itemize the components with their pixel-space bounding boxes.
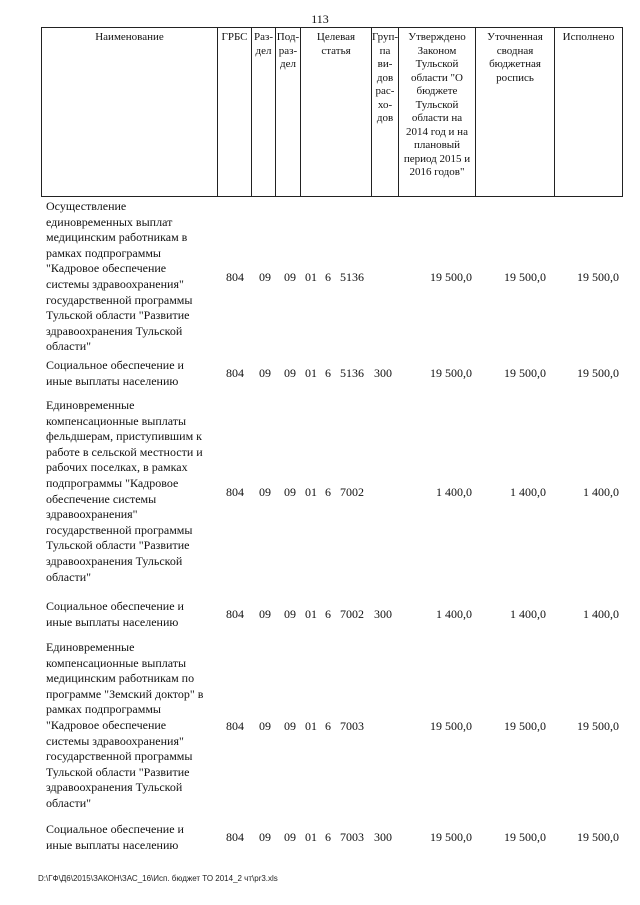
- row-name: Осуществление единовременных выплат медицинским работникам в рамках подпрограммы "Кадровое обеспечение системы здравоохранения" государственной программы Тульской области "Развитие здравоохранения Тульской области": [46, 199, 193, 354]
- row-t3: 5136: [340, 366, 364, 380]
- row-podrazdel: 09: [284, 366, 296, 380]
- row-razdel: 09: [259, 719, 271, 733]
- row-grbs: 804: [226, 270, 244, 284]
- row-t3: 7003: [340, 830, 364, 844]
- row-razdel: 09: [259, 366, 271, 380]
- header-group: Груп- па ви- дов рас- хо- дов: [371, 28, 398, 196]
- header-approved: Утверждено Законом Тульской области "О бюджете Тульской области на 2014 год и на плановый период 2015 и 2016 годов": [398, 28, 475, 196]
- row-name: Единовременные компенсационные выплаты фельдшерам, приступившим к работе в сельской местности и рабочих поселках, в рамках подпрограммы "Кадровое обеспечение системы здравоохранения" государственной программы Тульской области "Развитие здравоохранения Тульской области": [46, 398, 203, 584]
- row-razdel: 09: [259, 607, 271, 621]
- table-header: [41, 27, 623, 197]
- row-razdel: 09: [259, 830, 271, 844]
- row-executed: 19 500,0: [577, 366, 619, 380]
- row-t3: 7002: [340, 607, 364, 621]
- page-number: 113: [311, 12, 329, 26]
- row-approved: 1 400,0: [436, 607, 472, 621]
- row-name: Социальное обеспечение и иные выплаты населению: [46, 822, 184, 852]
- row-t2: 6: [325, 485, 331, 499]
- row-t2: 6: [325, 366, 331, 380]
- row-group: 300: [374, 366, 392, 380]
- row-approved: 19 500,0: [430, 719, 472, 733]
- row-t1: 01: [305, 830, 317, 844]
- row-podrazdel: 09: [284, 485, 296, 499]
- row-refined: 1 400,0: [510, 607, 546, 621]
- row-grbs: 804: [226, 830, 244, 844]
- row-refined: 19 500,0: [504, 270, 546, 284]
- row-group: 300: [374, 830, 392, 844]
- row-executed: 19 500,0: [577, 830, 619, 844]
- row-t3: 5136: [340, 270, 364, 284]
- row-t1: 01: [305, 607, 317, 621]
- row-t2: 6: [325, 607, 331, 621]
- header-podrazdel: Под- раз- дел: [275, 28, 300, 196]
- row-razdel: 09: [259, 270, 271, 284]
- row-name: Социальное обеспечение и иные выплаты населению: [46, 599, 184, 629]
- row-executed: 19 500,0: [577, 719, 619, 733]
- row-name: Социальное обеспечение и иные выплаты населению: [46, 358, 184, 388]
- row-t2: 6: [325, 719, 331, 733]
- row-refined: 19 500,0: [504, 719, 546, 733]
- row-group: 300: [374, 607, 392, 621]
- row-approved: 1 400,0: [436, 485, 472, 499]
- row-podrazdel: 09: [284, 607, 296, 621]
- row-grbs: 804: [226, 719, 244, 733]
- header-razdel: Раз- дел: [251, 28, 275, 196]
- row-refined: 1 400,0: [510, 485, 546, 499]
- row-grbs: 804: [226, 607, 244, 621]
- row-t1: 01: [305, 719, 317, 733]
- row-podrazdel: 09: [284, 719, 296, 733]
- row-t1: 01: [305, 366, 317, 380]
- row-grbs: 804: [226, 366, 244, 380]
- row-t2: 6: [325, 270, 331, 284]
- row-t1: 01: [305, 270, 317, 284]
- header-target: Целевая статья: [300, 28, 371, 196]
- row-t2: 6: [325, 830, 331, 844]
- row-approved: 19 500,0: [430, 366, 472, 380]
- row-t3: 7003: [340, 719, 364, 733]
- header-name: Наименование: [41, 28, 217, 196]
- row-t3: 7002: [340, 485, 364, 499]
- row-podrazdel: 09: [284, 270, 296, 284]
- row-approved: 19 500,0: [430, 270, 472, 284]
- row-refined: 19 500,0: [504, 830, 546, 844]
- row-razdel: 09: [259, 485, 271, 499]
- header-executed: Исполнено: [554, 28, 623, 196]
- row-executed: 1 400,0: [583, 485, 619, 499]
- row-name: Единовременные компенсационные выплаты медицинским работникам по программе "Земский доктор" в рамках подпрограммы "Кадровое обеспечение системы здравоохранения" государственной программы Тульской области "Развитие здравоохранения Тульской области": [46, 640, 204, 810]
- row-executed: 19 500,0: [577, 270, 619, 284]
- row-approved: 19 500,0: [430, 830, 472, 844]
- row-t1: 01: [305, 485, 317, 499]
- row-grbs: 804: [226, 485, 244, 499]
- footer-file-path: D:\ГФ\Д6\2015\ЗАКОН\ЗАС_16\Исп. бюджет ТО 2014_2 чт\pr3.xls: [38, 874, 278, 883]
- header-grbs: ГРБС: [217, 28, 251, 196]
- row-refined: 19 500,0: [504, 366, 546, 380]
- row-podrazdel: 09: [284, 830, 296, 844]
- row-executed: 1 400,0: [583, 607, 619, 621]
- header-refined: Уточненная сводная бюджетная роспись: [475, 28, 554, 196]
